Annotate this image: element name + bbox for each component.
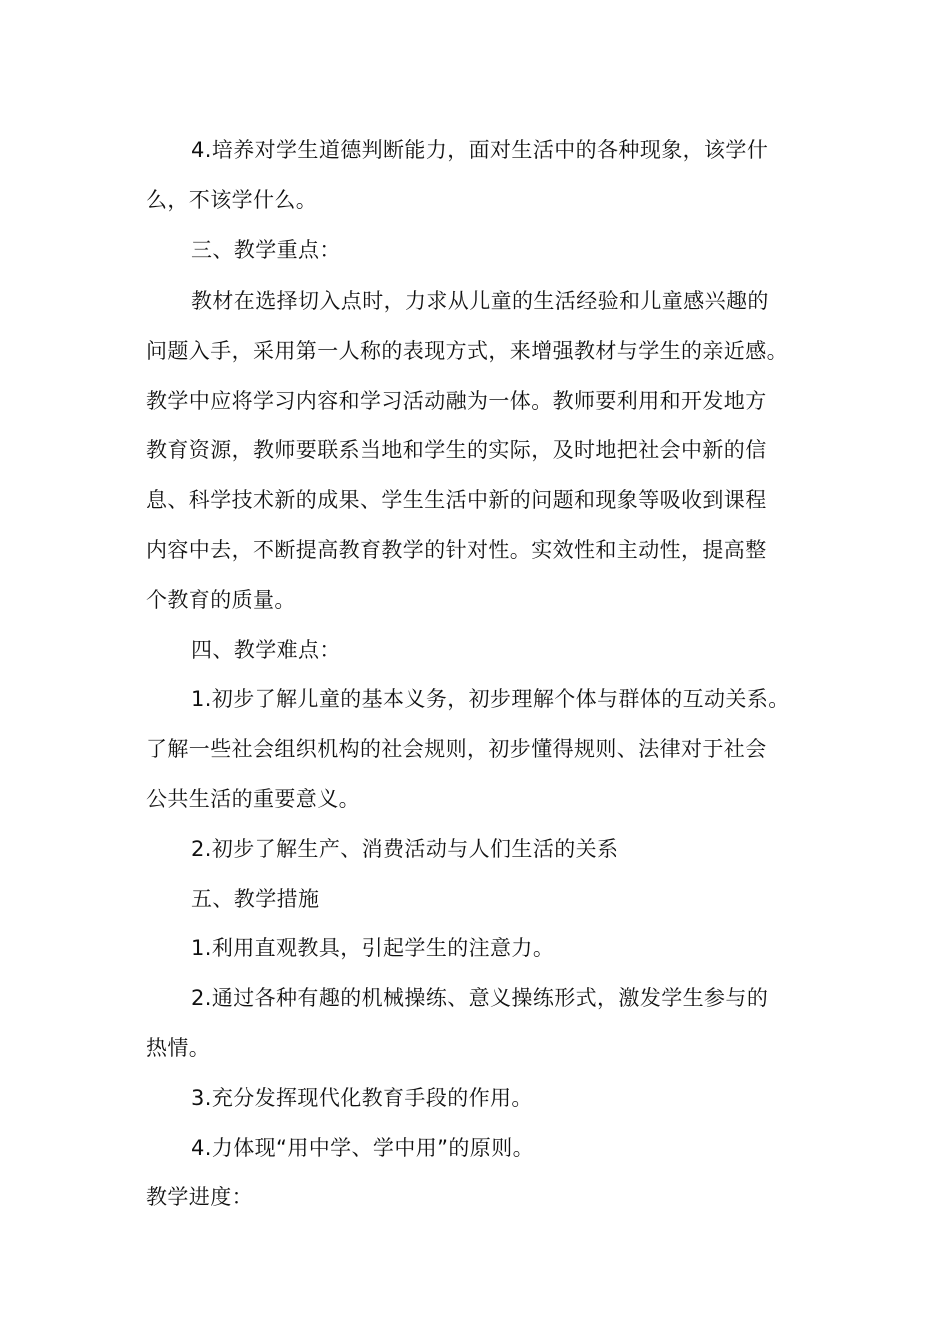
paragraph-line: 个教育的质量。 <box>146 588 296 612</box>
paragraph-line: 2.初步了解生产、消费活动与人们生活的关系 <box>191 837 619 861</box>
paragraph-line: 教育资源，教师要联系当地和学生的实际，及时地把社会中新的信 <box>146 438 767 462</box>
paragraph-line: 3.充分发挥现代化教育手段的作用。 <box>191 1086 533 1110</box>
paragraph-line: 息、科学技术新的成果、学生生活中新的问题和现象等吸收到课程 <box>146 488 767 512</box>
paragraph-line: 热情。 <box>146 1036 211 1060</box>
paragraph-line: 问题入手，采用第一人称的表现方式，来增强教材与学生的亲近感。 <box>146 339 788 363</box>
section-heading: 教学进度： <box>146 1185 253 1209</box>
paragraph-line: 内容中去，不断提高教育教学的针对性。实效性和主动性，提高整 <box>146 538 767 562</box>
section-heading: 四、教学难点： <box>191 638 341 662</box>
paragraph-line: 4.培养对学生道德判断能力，面对生活中的各种现象，该学什 <box>191 138 769 162</box>
section-heading: 五、教学措施 <box>191 887 320 911</box>
paragraph-line: 1.初步了解儿童的基本义务，初步理解个体与群体的互动关系。 <box>191 687 790 711</box>
paragraph-line: 4.力体现“用中学、学中用”的原则。 <box>191 1136 534 1160</box>
paragraph-line: 公共生活的重要意义。 <box>146 787 360 811</box>
paragraph-line: 了解一些社会组织机构的社会规则，初步懂得规则、法律对于社会 <box>146 737 767 761</box>
paragraph-line: 2.通过各种有趣的机械操练、意义操练形式，激发学生参与的 <box>191 986 769 1010</box>
paragraph-line: 教学中应将学习内容和学习活动融为一体。教师要利用和开发地方 <box>146 389 767 413</box>
section-heading: 三、教学重点： <box>191 238 341 262</box>
paragraph-line: 教材在选择切入点时，力求从儿童的生活经验和儿童感兴趣的 <box>191 289 769 313</box>
paragraph-line: 1.利用直观教具，引起学生的注意力。 <box>191 936 555 960</box>
paragraph-line: 么，不该学什么。 <box>146 188 318 212</box>
